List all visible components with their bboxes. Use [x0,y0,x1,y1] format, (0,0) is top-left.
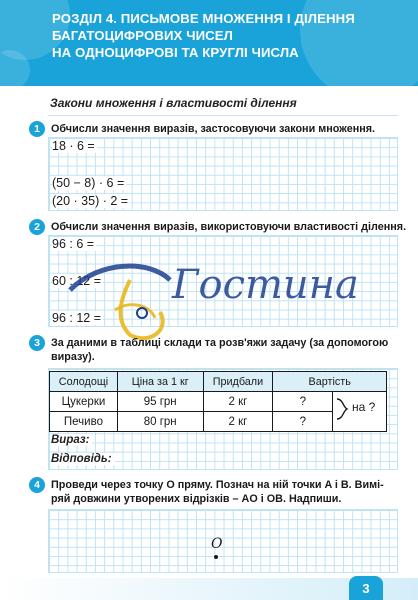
task-3-text-line: За даними в таблиці склади та розв'яжи задачу (за допомогою [51,337,389,349]
page-number: 3 [349,576,383,600]
task-number-badge: 1 [29,121,45,137]
chapter-title-line: БАГАТОЦИФРОВИХ ЧИСЕЛ [52,28,234,43]
expression-2-2: 60 : 12 = [52,274,101,288]
table-header-row [50,372,387,392]
expression-2-1: 96 : 6 = [52,237,95,251]
task-4-text-line: Проведи через точку O пряму. Познач на ній точки A і B. Вимі- [51,479,384,491]
table-cell: 80 грн [117,412,203,432]
watermark-text: Гостина [172,262,359,308]
table-header: Ціна за 1 кг [117,372,203,392]
task-3-text-line: виразу). [51,351,95,363]
table-cell: Печиво [50,412,118,432]
table-header: Вартість [273,372,387,392]
table-cell: Цукерки [50,392,118,412]
table-header: Солодощі [50,372,118,392]
task-2-text: Обчисли значення виразів, використовуючи властивості ділення. [51,221,407,233]
task-number-badge: 2 [29,219,45,235]
expression-1-3: (20 · 35) · 2 = [52,194,129,208]
task-4-text-line: ряй довжини утворених відрізків – AO і OB. Надпиши. [51,493,342,505]
point-o-dot [214,555,218,559]
answer-label: Відповідь: [51,453,115,465]
chapter-title-line: РОЗДІЛ 4. ПИСЬМОВЕ МНОЖЕННЯ І ДІЛЕННЯ [52,11,355,26]
task-3-text [51,336,388,364]
task-1-text: Обчисли значення виразів, застосовуючи закони множення. [51,123,376,135]
brace-icon [334,397,350,421]
expression-1-1: 18 · 6 = [52,139,95,153]
point-label: O [211,536,223,552]
section-divider [48,115,398,116]
chapter-title-line: НА ОДНОЦИФРОВІ ТА КРУГЛІ ЧИСЛА [52,45,299,60]
section-title: Закони множення і властивості ділення [50,96,297,110]
answer-grid[interactable] [48,509,398,573]
task-number-badge: 4 [29,477,45,493]
expression-2-3: 96 : 12 = [52,311,101,325]
table-cell: 2 кг [203,392,273,412]
total-question: на ? [352,400,376,414]
task-4-text [51,478,384,506]
expression-1-2: (50 − 8) · 6 = [52,176,125,190]
chapter-header [0,0,418,86]
table-header: Придбали [203,372,273,392]
chapter-title [52,10,402,61]
table-cell: 95 грн [117,392,203,412]
table-cell: ? [273,412,333,432]
expression-label: Вираз: [51,434,92,446]
table-cell: ? [273,392,333,412]
table-cell: 2 кг [203,412,273,432]
task-number-badge: 3 [29,335,45,351]
